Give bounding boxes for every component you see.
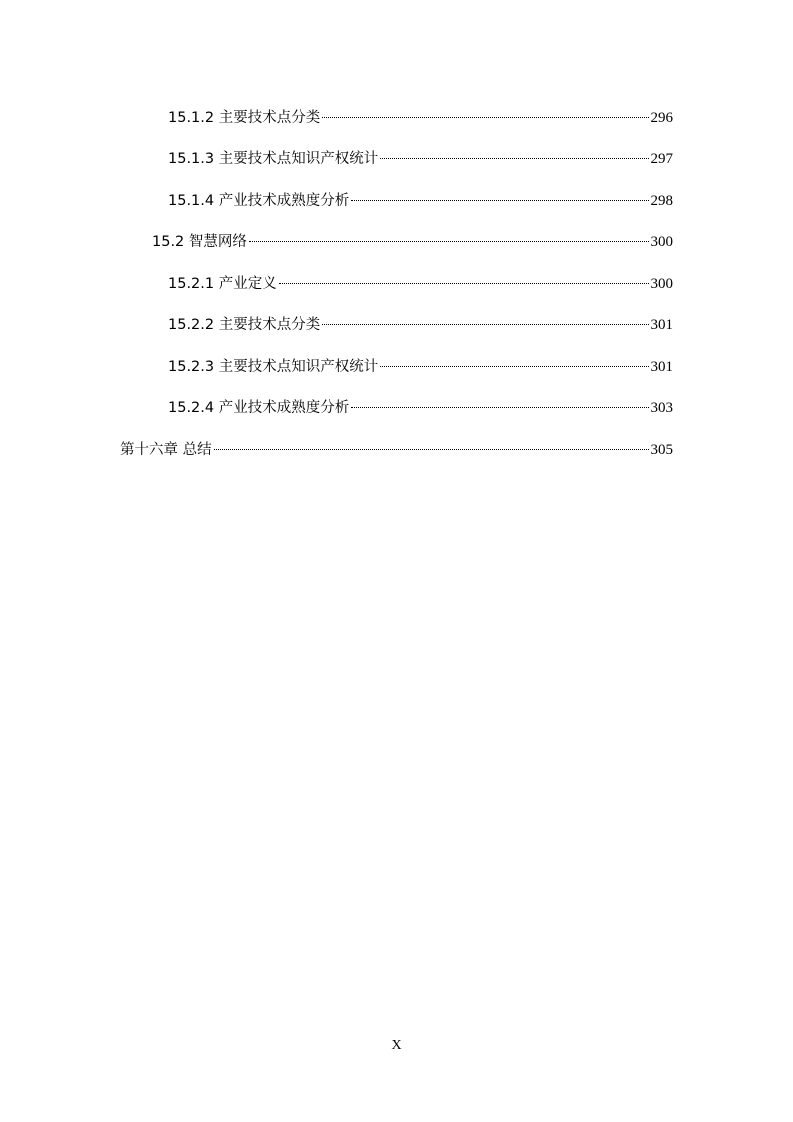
toc-entry-15-2[interactable] [152,230,673,254]
dot-leader [249,241,649,242]
toc-entry-15-1-3[interactable] [168,147,673,171]
dot-leader [351,200,648,201]
dot-leader [351,407,648,408]
toc-entry-title: 15.1.3 主要技术点知识产权统计 [168,151,379,167]
toc-entry-title: 15.2.3 主要技术点知识产权统计 [168,359,379,375]
toc-entry-page: 297 [650,151,673,167]
toc-entry-15-1-2[interactable] [168,106,673,130]
toc-entry-title: 15.1.4 产业技术成熟度分析 [168,193,350,209]
dot-leader [322,324,648,325]
toc-entry-title: 15.1.2 主要技术点分类 [168,110,321,126]
toc-entry-15-2-2[interactable] [168,313,673,337]
table-of-contents [0,0,793,500]
toc-entry-15-2-3[interactable] [168,355,673,379]
toc-entry-page: 303 [650,400,673,416]
toc-entry-page: 300 [650,234,673,250]
toc-entry-page: 301 [650,359,673,375]
toc-entry-page: 300 [650,276,673,292]
dot-leader [380,158,648,159]
toc-entry-title: 15.2.1 产业定义 [168,276,277,292]
toc-entry-15-1-4[interactable] [168,189,673,213]
dot-leader [380,366,648,367]
toc-entry-title: 第十六章 总结 [120,442,212,458]
toc-entry-title: 15.2.2 主要技术点分类 [168,317,321,333]
toc-entry-15-2-1[interactable] [168,272,673,296]
toc-entry-page: 296 [650,110,673,126]
toc-entry-chapter-16[interactable] [120,438,673,462]
toc-entry-page: 298 [650,193,673,209]
dot-leader [322,117,648,118]
toc-entry-15-2-4[interactable] [168,396,673,420]
toc-entry-page: 305 [650,442,673,458]
dot-leader [279,283,649,284]
dot-leader [214,449,649,450]
toc-entry-title: 15.2.4 产业技术成熟度分析 [168,400,350,416]
page-number: X [391,1038,402,1053]
toc-entry-page: 301 [650,317,673,333]
toc-entry-title: 15.2 智慧网络 [152,234,247,250]
